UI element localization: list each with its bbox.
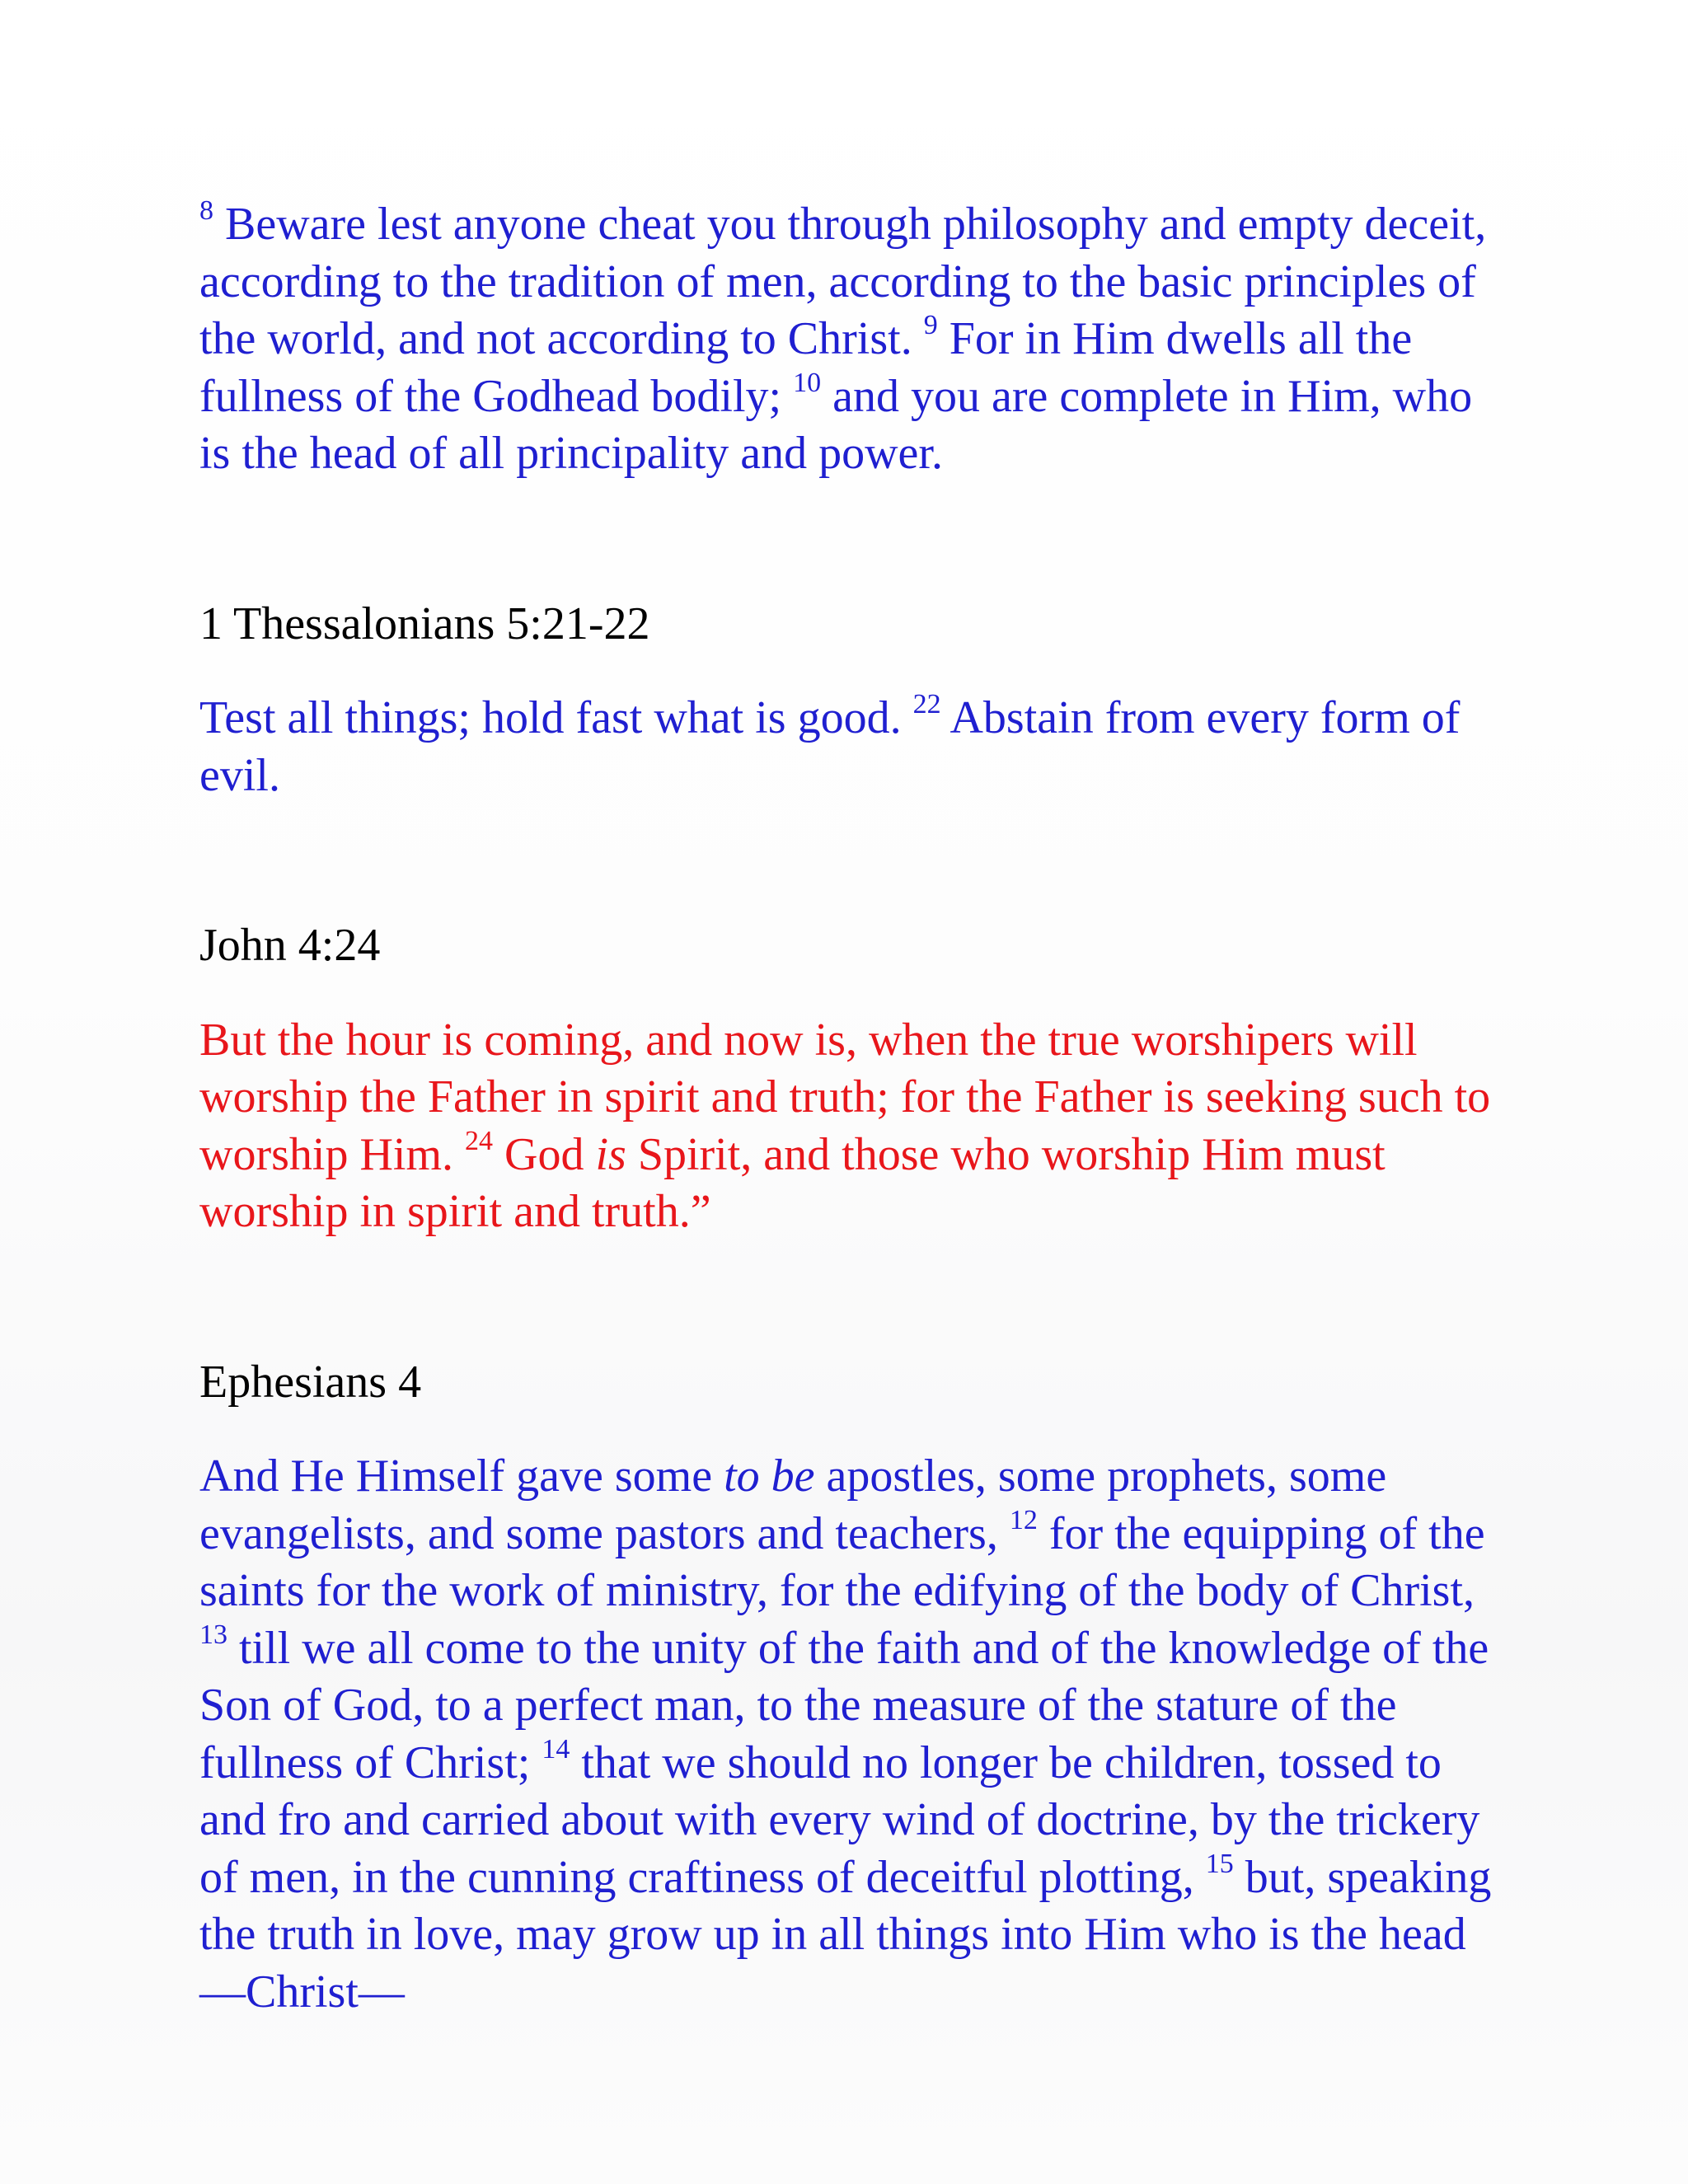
verse-number: 24 (465, 1125, 493, 1156)
passage-ephesians (199, 1448, 1502, 2021)
verse-number: 22 (912, 689, 941, 720)
verse-text: that we should no longer be children, tossed to and fro and carried about with every wind of doctrine, by the trickery of men, in the cunning craftiness of deceitful plotting, (199, 1736, 1480, 1903)
document-content (199, 196, 1502, 2021)
verse-text: Abstain from every form of evil. (199, 692, 1461, 801)
verse-number: 15 (1205, 1848, 1234, 1879)
verse-number: 10 (793, 367, 822, 398)
passage-reference: Ephesians 4 (199, 1356, 422, 1408)
passage-reference: 1 Thessalonians 5:21-22 (199, 598, 650, 649)
verse-number: 12 (1009, 1504, 1038, 1535)
passage-john (199, 1012, 1502, 1241)
verse-text: For in Him dwells all the fullness of the Godhead bodily; (199, 313, 1413, 422)
verse-text: And He Himself gave some (199, 1451, 724, 1502)
verse-text: for the equipping of the saints for the work of ministry, for the edifying of the body of Christ, (199, 1507, 1485, 1616)
verse-italic-text: is (595, 1128, 626, 1180)
verse-italic-text: to be (724, 1451, 815, 1502)
passage-thessalonians (199, 690, 1502, 804)
verse-text: Test all things; hold fast what is good. (199, 692, 913, 743)
verse-text: till we all come to the unity of the faith and of the knowledge of the Son of God, to a perfect man, to the measure of the stature of the fullness of Christ; (199, 1622, 1489, 1788)
verse-text: Beware lest anyone cheat you through philosophy and empty deceit, according to the tradition of men, according to the basic principles of the world, and not according to Christ. (199, 199, 1487, 364)
verse-text: Spirit, and those who worship Him must worship in spirit and truth.” (199, 1128, 1386, 1237)
passage-colossians (199, 196, 1502, 483)
verse-text: and you are complete in Him, who is the head of all principality and power. (199, 370, 1473, 479)
verse-text: But the hour is coming, and now is, when the true worshipers will worship the Father in spirit and truth; for the Father is seeking such to worship Him. (199, 1014, 1491, 1180)
verse-number: 13 (199, 1619, 227, 1650)
verse-number: 14 (542, 1733, 570, 1765)
verse-text: but, speaking the truth in love, may grow up in all things into Him who is the head—Christ— (199, 1851, 1492, 2018)
passage-reference: John 4:24 (199, 920, 381, 971)
verse-number: 9 (923, 310, 938, 341)
verse-number: 8 (199, 195, 213, 227)
verse-text: apostles, some prophets, some evangelists, and some pastors and teachers, (199, 1451, 1387, 1559)
verse-text: God (493, 1128, 596, 1180)
